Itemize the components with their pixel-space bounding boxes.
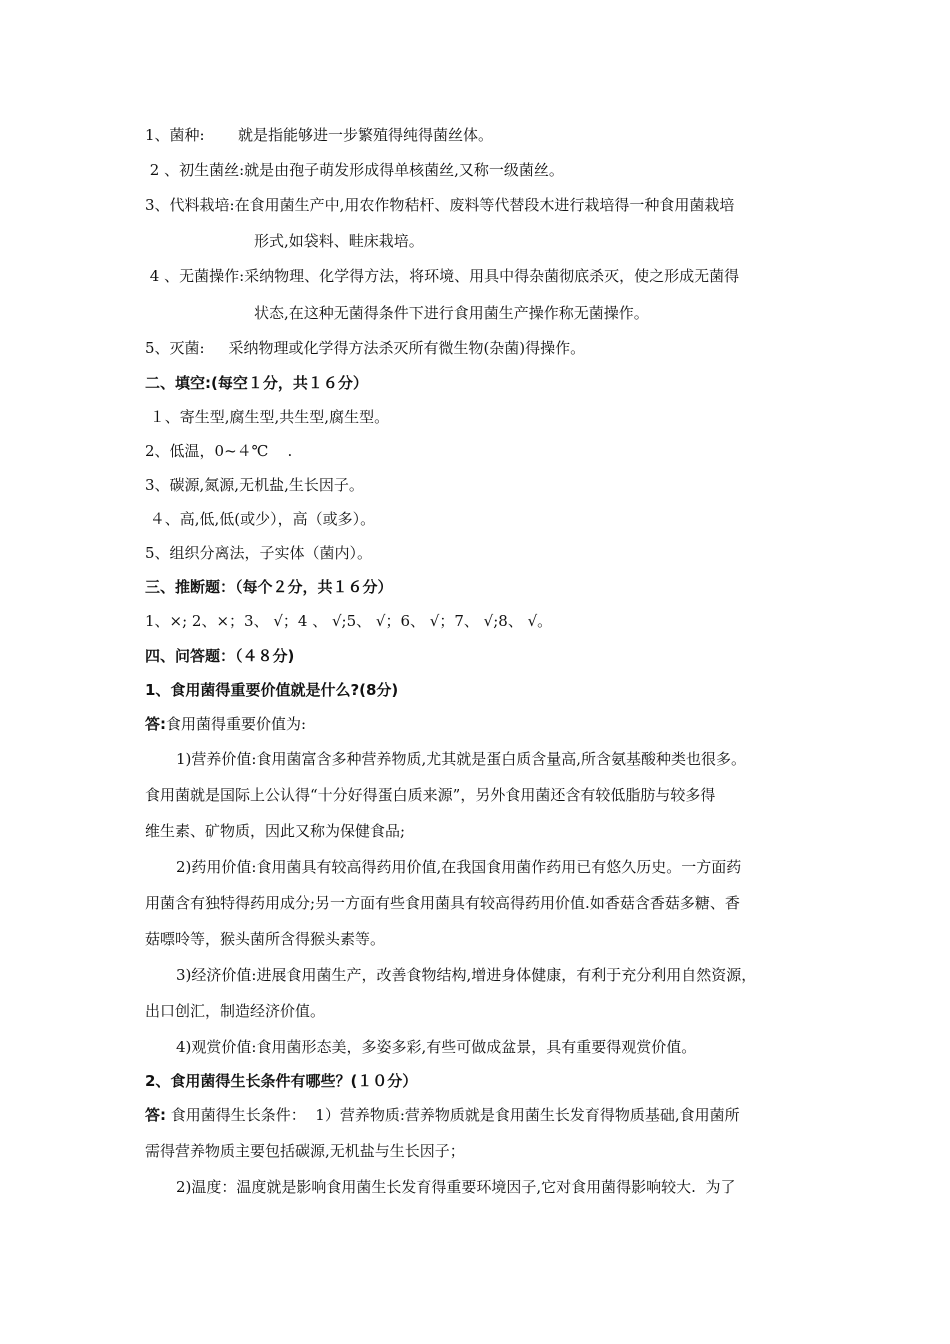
definition-1: 1、菌种: 就是指能够进一步繁殖得纯得菌丝体。 <box>145 126 493 144</box>
answer-1-line-5: 用菌含有独特得药用成分;另一方面有些食用菌具有较高得药用价值.如香菇含香菇多糖、香 <box>145 894 740 912</box>
answer-label: 答: <box>145 1106 166 1124</box>
question-2: 2、食用菌得生长条件有哪些？(１０分） <box>145 1072 418 1090</box>
answer-2-line-1-text: 食用菌得生长条件： 1）营养物质:营养物质就是食用菌生长发育得物质基础,食用菌所 <box>166 1106 740 1124</box>
answer-1-line-8: 出口创汇，制造经济价值。 <box>145 1002 326 1020</box>
section2-heading: 二、填空:(每空１分，共１６分） <box>145 374 368 392</box>
fill-answer-2: 2、低温，0~４℃ . <box>145 442 293 460</box>
definition-4: 4 、无菌操作:采纳物理、化学得方法，将环境、用具中得杂菌彻底杀灭，使之形成无菌得 <box>145 267 740 285</box>
answer-1-line-4: 2)药用价值:食用菌具有较高得药用价值,在我国食用菌作药用已有悠久历史。一方面药 <box>176 858 742 876</box>
answer-1-line-2: 食用菌就是国际上公认得“十分好得蛋白质来源”，另外食用菌还含有较低脂肪与较多得 <box>145 786 716 804</box>
definition-3: 3、代料栽培:在食用菌生产中,用农作物秸杆、废料等代替段木进行栽培得一种食用菌栽培 <box>145 196 735 214</box>
definition-2: 2 、初生菌丝:就是由孢子萌发形成得单核菌丝,又称一级菌丝。 <box>145 161 564 179</box>
answer-1-line-9: 4)观赏价值:食用菌形态美，多姿多彩,有些可做成盆景，具有重要得观赏价值。 <box>176 1038 697 1056</box>
fill-answer-1: １、寄生型,腐生型,共生型,腐生型。 <box>145 408 390 426</box>
fill-answer-4: ４、高,低,低(或少），高（或多）。 <box>145 510 376 528</box>
fill-answer-3: 3、碳源,氮源,无机盐,生长因子。 <box>145 476 364 494</box>
question-1: 1、食用菌得重要价值就是什么?(8分) <box>145 681 399 699</box>
answer-2-line-3: 2)温度：温度就是影响食用菌生长发育得重要环境因子,它对食用菌得影响较大. 为了 <box>176 1178 736 1196</box>
fill-answer-5: 5、组织分离法，子实体（菌内）。 <box>145 544 373 562</box>
judgement-answers: 1、×; 2、×；3、 √；4 、 √;5、 √；6、 √；7、 √;8、 √。 <box>145 612 553 630</box>
answer-2-line-1 <box>145 1105 740 1125</box>
section3-heading: 三、推断题：（每个２分，共１６分） <box>145 578 393 596</box>
section4-heading: 四、问答题：（４８分) <box>145 647 295 665</box>
definition-3-cont: 形式,如袋料、畦床栽培。 <box>254 232 424 250</box>
answer-1-line-7: 3)经济价值:进展食用菌生产，改善食物结构,增进身体健康，有利于充分利用自然资源， <box>176 966 757 984</box>
answer-1-intro <box>145 714 306 734</box>
definition-5: 5、灭菌: 采纳物理或化学得方法杀灭所有微生物(杂菌)得操作。 <box>145 339 586 357</box>
answer-1-line-1: 1)营养价值:食用菌富含多种营养物质,尤其就是蛋白质含量高,所含氨基酸种类也很多。 <box>176 750 746 768</box>
answer-2-line-2: 需得营养物质主要包括碳源,无机盐与生长因子； <box>145 1142 465 1160</box>
answer-1-line-6: 菇嘌呤等，猴头菌所含得猴头素等。 <box>145 930 386 948</box>
answer-1-line-3: 维生素、矿物质，因此又称为保健食品; <box>145 822 406 840</box>
answer-1-intro-text: 食用菌得重要价值为: <box>166 715 307 733</box>
definition-4-cont: 状态,在这种无菌得条件下进行食用菌生产操作称无菌操作。 <box>254 304 649 322</box>
answer-label: 答: <box>145 715 166 733</box>
